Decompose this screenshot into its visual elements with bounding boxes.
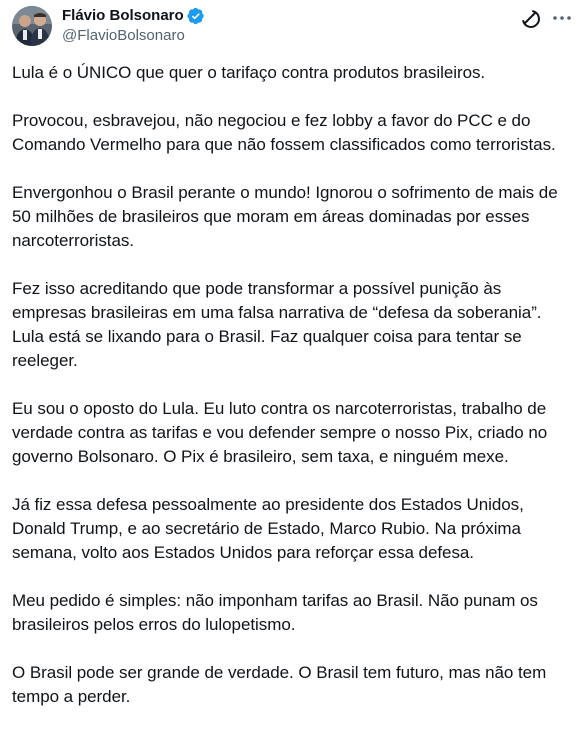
tweet-paragraph: Lula é o ÚNICO que quer o tarifaço contra produtos brasileiros.	[12, 63, 486, 82]
profile-photo-icon	[12, 6, 52, 46]
tweet-header	[12, 6, 574, 46]
tweet-paragraph: Provocou, esbravejou, não negociou e fez lobby a favor do PCC e do Comando Vermelho para que não fossem classificados como terroristas.	[12, 111, 556, 154]
tweet-text	[12, 61, 578, 733]
author-handle[interactable]: @FlavioBolsonaro	[62, 27, 185, 44]
verified-badge-icon	[187, 7, 205, 25]
header-actions	[518, 6, 574, 30]
tweet-paragraph: O Brasil pode ser grande de verdade. O Brasil tem futuro, mas não tem tempo a perder.	[12, 663, 547, 706]
author-display-name[interactable]: Flávio Bolsonaro	[62, 7, 184, 24]
more-options-icon[interactable]	[550, 6, 574, 30]
avatar[interactable]	[12, 6, 52, 46]
tweet-paragraph: Já fiz essa defesa pessoalmente ao presidente dos Estados Unidos, Donald Trump, e ao secretário de Estado, Marco Rubio. Na próxima semana, volto aos Estados Unidos para reforçar essa defesa.	[12, 495, 524, 562]
author-block	[62, 6, 205, 46]
tweet-paragraph: Fez isso acreditando que pode transformar a possível punição às empresas brasileiras em uma falsa narrativa de “defesa da soberania”. Lula está se lixando para o Brasil. Faz qualquer coisa para tentar se reeleger.	[12, 279, 542, 370]
tweet-paragraph: Eu sou o oposto do Lula. Eu luto contra os narcoterroristas, trabalho de verdade contra as tarifas e vou defender sempre o nosso Pix, criado no governo Bolsonaro. O Pix é brasileiro, sem taxa, e ninguém mexe.	[12, 399, 548, 466]
tweet-paragraph: Envergonhou o Brasil perante o mundo! Ignorou o sofrimento de mais de 50 milhões de brasileiros que moram em áreas dominadas por esses narcoterroristas.	[12, 183, 558, 250]
grok-icon[interactable]	[518, 6, 542, 30]
tweet-paragraph: Meu pedido é simples: não imponham tarifas ao Brasil. Não punam os brasileiros pelos erros do lulopetismo.	[12, 591, 538, 634]
